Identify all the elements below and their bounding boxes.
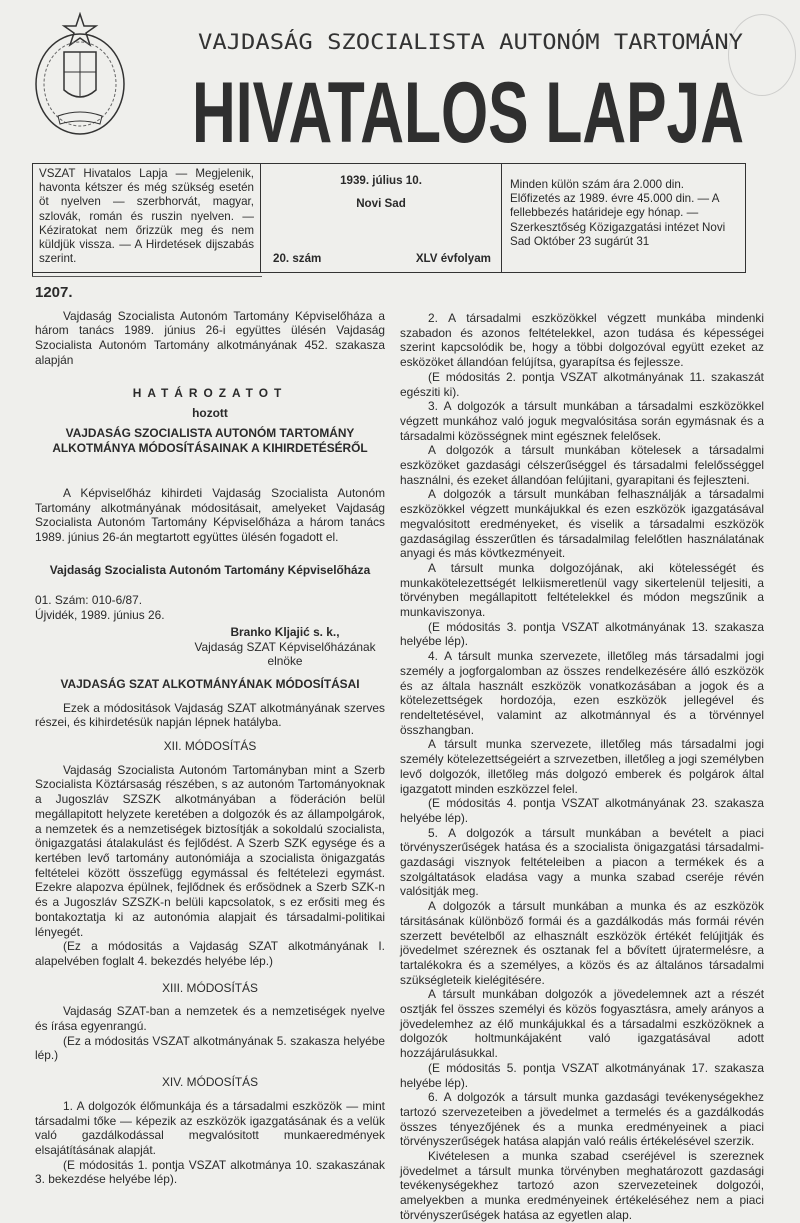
subscription-info: Minden külön szám ára 2.000 din. Előfizetés az 1989. évre 45.000 din. — A fellebbezés határideje egy hónap. — Szerkesztőség Közigazgatási intézet Novi Sad Október 23 sugárút 31 bbox=[510, 178, 726, 248]
paragraph: A dolgozók a társult munkában a munka és az eszközök társitásának különböző formái és a gazdálkodás más formái révén szerzett bevételből az elhasznált eszközök értékét felújitják és jövedelmet széreznek és osztanak fel a bővített újratermelésre, a tartalékokra és a személyes, a közös és az általános társadalmi szükségleteik kielégitésére. bbox=[400, 899, 764, 987]
publication-info-box bbox=[32, 163, 746, 273]
paragraph: Vajdaság Szocialista Autonóm Tartományban mint a Szerb Szocialista Köztársaság részében, s az autonóm Tartományoknak a Jugoszláv SZSZK alkotmányában a föderáción belül megállapitott helyzete keretében a dolgozók és az állampolgárok, a nemzetek és a nemzetiségek biztosítják a sokoldalú szocialista, önigazgatási átalakulást és fejlődést. A Szerb SZK egysége és a kertében levő tartomány autonómiája a szocialista önigazgatás feltételei között összefügg egymással és feltételezi egymást. Ezekre alapozva épülnek, fejlődnek és erősödnek a Szerb SZK-n és a Jugoszláv SZSZK-n belüli kapcsolatok, s ez erősiti meg és bontakoztatja ki az autonómia alapjait és társadalmi-politikai lényegét. bbox=[35, 762, 385, 939]
section-heading-xiv: XIV. MÓDOSÍTÁS bbox=[161, 1075, 259, 1090]
paragraph: 1. A dolgozók élőmunkája és a társadalmi eszközök — mint társadalmi tőke — képezik az eszközök igazgatásának és a velük való gazdálkodással megvalósitott munkaeredmények elsajátításának alapját. bbox=[35, 1098, 385, 1157]
note: (Ez a módositás VSZAT alkotmányának 5. szakasza helyébe lép.) bbox=[35, 1033, 385, 1063]
note: (E módositás 4. pontja VSZAT alkotmányának 23. szakasza helyébe lép). bbox=[400, 796, 764, 825]
section-heading-xiii: XIII. MÓDOSÍTÁS bbox=[162, 980, 258, 995]
signature-block bbox=[35, 625, 385, 669]
paragraph: 5. A dolgozók a társult munkában a bevételt a piaci törvényszerűségek hatása és a szocialista önigazgatási társadalmi-gazdasági visznyok feltételeiben a piacon a termékek és a szolgáltatások eladása vagy a munka szabad cseréje révén valósitják meg. bbox=[400, 825, 764, 899]
paragraph: 4. A társult munka szervezete, illetőleg más társadalmi jogi személy a jogforgalomban az összes rendelkezésére álló eszközök és az általa használt eszközök vonatkozásában a jogok és a kötelezettségek hordozója, ezen eszközök jellegével és rendeltetésével, valamint az alkotmánnyal és a törvénnyel összhangban. bbox=[400, 649, 764, 737]
publication-terms: VSZAT Hivatalos Lapja — Megjelenik, havonta kétszer és még szükség esetén öt nyelven — szerbhorvát, magyar, szlovák, román és ruszin nyelven. — Kéziratokat nem őrizzük meg és nem küldjük vissza. — A Hirdetések dijszabás szerint. bbox=[33, 164, 261, 272]
issue-city: Novi Sad bbox=[356, 197, 406, 210]
document-number: 1207. bbox=[35, 284, 73, 301]
issue-number: 20. szám bbox=[273, 251, 322, 265]
section-heading-xii: XII. MÓDOSÍTÁS bbox=[163, 739, 257, 754]
intro-paragraph: Vajdaság Szocialista Autonóm Tartomány Képviselőháza a három tanács 1989. június 26-i együttes ülésén Vajdaság Szocialista Autonóm Tartomány alkotmányának 452. szakasza alapján bbox=[35, 308, 385, 367]
coat-of-arms-emblem bbox=[30, 12, 130, 142]
right-column bbox=[400, 311, 764, 1223]
left-column bbox=[35, 286, 385, 1187]
note: (E módositás 3. pontja VSZAT alkotmányának 13. szakasza helyébe lép). bbox=[400, 619, 764, 649]
paragraph: A társult munka dolgozójának, aki kötelességét és munkakötelezettségét lelkiismeretlenül vagy sikertelenül teljesiti, a törvényben megállapitott feltételekkel és módon megszűnik a munkaviszonya. bbox=[400, 560, 764, 620]
paragraph: 2. A társadalmi eszközökkel végzett munkába mindenki szabadon és azonos feltételekkel, azon tudása és képességei szerint kapcsolódik be, hogy a többi dolgozóval együtt ezeket az esközöket állandóan felújítsa, gyarapítsa és fejlessze. bbox=[400, 311, 764, 370]
note: (Ez a módositás a Vajdaság SZAT alkotmányának I. alapelvében foglalt 4. bekezdés helyébe lép.) bbox=[35, 939, 385, 968]
issue-details bbox=[261, 164, 502, 272]
paragraph: A társult munka szervezete, illetőleg más társadalmi jogi személy kötelezettségeiért a szrvezetben, illetőleg a jogi személyben levő dolgozók, illetőleg más dolgozó emberek és polgárok által igazgatott minden eszközzel felel. bbox=[400, 737, 764, 796]
issuing-body: Vajdaság Szocialista Autonóm Tartomány Képviselőháza bbox=[49, 562, 371, 577]
signer-role: Vajdaság SZAT Képviselőházának bbox=[194, 639, 376, 654]
masthead bbox=[192, 28, 752, 160]
paragraph: 6. A dolgozók a társult munka gazdasági tevékenységekhez tartozó szervezeteiben a jövedelmet a termelés és a gazdálkodás összes tényezőjének és a munka eredményeinek a piaci törvényszerűségek hatása alapján való reális értékelésével szerzik. bbox=[400, 1090, 764, 1149]
reference-number: 01. Szám: 010-6/87. bbox=[35, 593, 143, 608]
issue-volume: XLV évfolyam bbox=[415, 251, 491, 265]
paragraph: 3. A dolgozók a társult munkában a társadalmi eszközökkel végzett munkához való joguk megvalósitása során egymásnak és a társadalmi közösségnek mint egésznek felelősek. bbox=[400, 399, 764, 443]
note: (E módositás 1. pontja VSZAT alkotmánya 10. szakaszának 3. bekezdése helyébe lép). bbox=[35, 1157, 385, 1187]
paragraph: A társult munkában dolgozók a jövedelemnek azt a részét osztják fel összes személyi és közös fogyasztásra, amely arányos a jövedelemhez az élő munkájukkal és a társadalmi eszközöknek a dolgozók holtmunkájaként való igazgatásával adott hozzájárulásukkal. bbox=[400, 987, 764, 1061]
hozott-label: hozott bbox=[192, 406, 228, 421]
paragraph: Kivételesen a munka szabad cseréjével is szereznek jövedelmet a társult munka törvényben meghatározott gazdasági tevékenységekhez tartozó azon szervezeteinek dolgozói, amelyekben a munka eredményeinek értékeléséhez nem a piaci törvényszerűségek hatása az egyetlen alap. bbox=[400, 1149, 764, 1222]
signer-name: Branko Kljajić s. k., bbox=[230, 624, 340, 639]
paragraph: A dolgozók a társult munkában kötelesek a társadalmi eszközöket gazdasági célszerűséggel és társadalmi felelősséggel használni, és ezeket állandóan felújitani, gyarapitani és fejleszteni. bbox=[400, 443, 764, 487]
masthead-subtitle: VAJDASÁG SZOCIALISTA AUTONÓM TARTOMÁNY bbox=[198, 30, 679, 54]
note: (E módositás 2. pontja VSZAT alkotmányának 11. szakaszát egésziti ki). bbox=[400, 369, 764, 399]
paragraph: A Képviselőház kihirdeti Vajdaság Szocialista Autonóm Tartomány alkotmányának módositásait, amelyeket Vajdaság Szocialista Autonóm Tartomány Képviselőháza a három tanács 1989. június 26-án megtartott együttes ülésén fogadott el. bbox=[35, 485, 385, 545]
masthead-title: HIVATALOS LAPJA bbox=[192, 65, 744, 160]
paragraph: Ezek a módositások Vajdaság SZAT alkotmányának szerves részei, és kihirdetésük napján lépnek hatályba. bbox=[35, 700, 385, 730]
issue-date: 1939. július 10. bbox=[340, 174, 422, 187]
signer-title: elnöke bbox=[267, 654, 303, 669]
divider bbox=[32, 276, 262, 277]
note: (E módositás 5. pontja VSZAT alkotmányának 17. szakasza helyébe lép). bbox=[400, 1060, 764, 1090]
place-date: Újvidék, 1989. június 26. bbox=[35, 608, 165, 623]
decision-heading: HATÁROZATOT bbox=[132, 385, 288, 400]
amendments-heading: VAJDASÁG SZAT ALKOTMÁNYÁNAK MÓDOSÍTÁSAI bbox=[60, 676, 360, 691]
decision-title: VAJDASÁG SZOCIALISTA AUTONÓM TARTOMÁNY ALKOTMÁNYA MÓDOSÍTÁSAINAK A KIHIRDETÉSÉRŐL bbox=[52, 425, 368, 455]
paragraph: A dolgozók a társult munkában felhasználják a társadalmi eszközökkel végzett munkájukkal és ezen eszközök igazgatásával megvalósitott eredményeket, és viselik a társadalmi eszközök gazdaságilag ésszerűtlen és társadalmilag felelőtlen használatának anyagi és más kövtkezményeit. bbox=[400, 487, 764, 561]
paragraph: Vajdaság SZAT-ban a nemzetek és a nemzetiségek nyelve és írása egyenrangú. bbox=[35, 1004, 385, 1034]
